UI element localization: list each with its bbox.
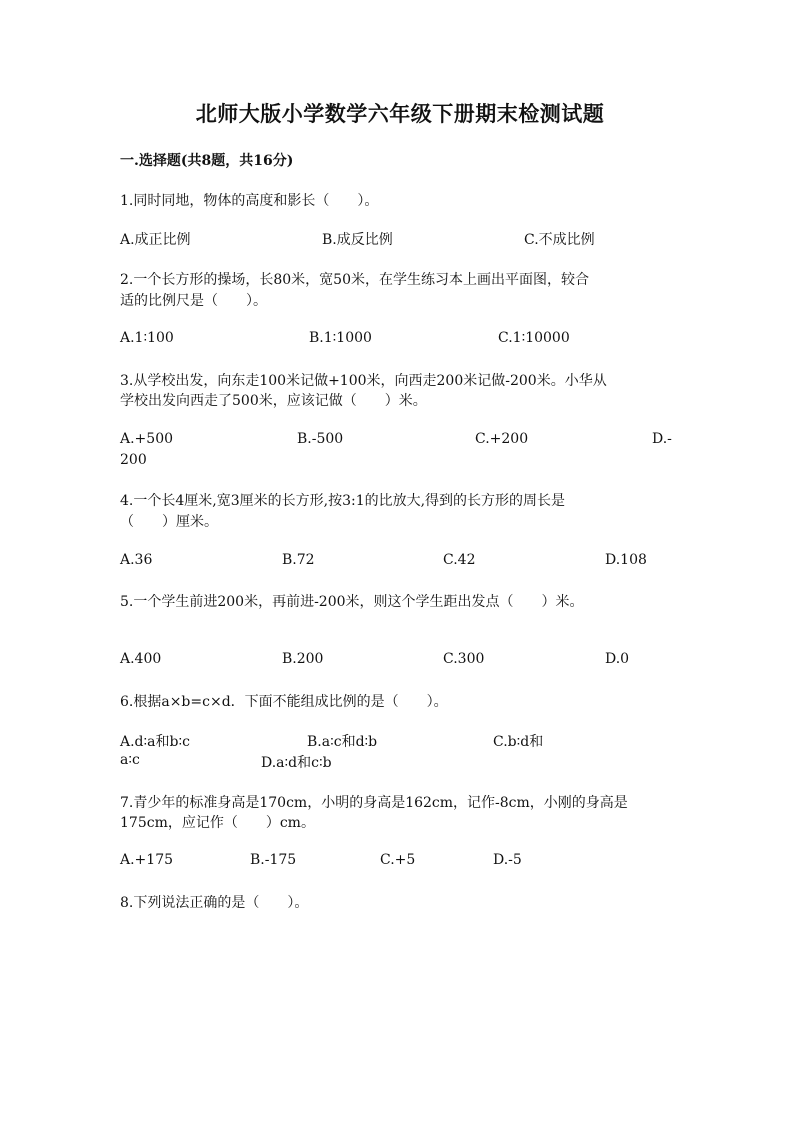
question-3-option-d-wrap: 200 [120, 452, 147, 468]
question-6-option-a: A.d∶a和b∶c [120, 734, 190, 750]
question-4-option-a: A.36 [120, 552, 153, 568]
question-5-option-d: D.0 [605, 651, 630, 667]
section-header: 一.选择题(共8题，共16分) [120, 153, 294, 169]
question-2-option-a: A.1∶100 [120, 330, 174, 346]
question-1-text: 1.同时同地，物体的高度和影长（ ）。 [120, 193, 379, 209]
question-3-option-a: A.+500 [120, 431, 174, 447]
question-7-text-line-1: 7.青少年的标准身高是170cm，小明的身高是162cm，记作-8cm，小刚的身高是 [120, 795, 628, 811]
question-2-option-b: B.1∶1000 [309, 330, 372, 346]
question-1-option-a: A.成正比例 [120, 232, 191, 248]
question-2-text-line-2: 适的比例尺是（ ）。 [120, 293, 267, 309]
question-2-text-line-1: 2.一个长方形的操场，长80米，宽50米，在学生练习本上画出平面图，较合 [120, 272, 589, 288]
question-1-option-b: B.成反比例 [322, 232, 393, 248]
question-2-option-c: C.1∶10000 [498, 330, 570, 346]
question-4-option-c: C.42 [443, 552, 476, 568]
question-5-option-b: B.200 [282, 651, 324, 667]
question-5-option-c: C.300 [443, 651, 485, 667]
question-4-option-d: D.108 [605, 552, 647, 568]
question-4-option-b: B.72 [282, 552, 315, 568]
question-1-option-c: C.不成比例 [524, 232, 595, 248]
question-5-option-a: A.400 [120, 651, 162, 667]
question-6-option-d: D.a∶d和c∶b [261, 755, 332, 771]
question-3-option-c: C.+200 [475, 431, 529, 447]
question-7-option-d: D.-5 [493, 852, 522, 868]
question-8-text: 8.下列说法正确的是（ ）。 [120, 895, 309, 911]
question-3-text-line-1: 3.从学校出发，向东走100米记做+100米，向西走200米记做-200米。小华从 [120, 373, 607, 389]
exam-title: 北师大版小学数学六年级下册期末检测试题 [195, 101, 605, 126]
question-6-option-c: C.b∶d和 [493, 734, 544, 750]
question-6-option-b: B.a∶c和d∶b [307, 734, 378, 750]
question-6-option-c-wrap: a∶c [120, 752, 140, 768]
question-3-text-line-2: 学校出发向西走了500米，应该记做（ ）米。 [120, 393, 427, 409]
question-7-option-c: C.+5 [380, 852, 416, 868]
question-3-option-b: B.-500 [297, 431, 344, 447]
question-6-text: 6.根据a×b=c×d．下面不能组成比例的是（ ）。 [120, 694, 448, 710]
question-5-text: 5.一个学生前进200米，再前进-200米，则这个学生距出发点（ ）米。 [120, 594, 584, 610]
question-3-option-d: D.- [652, 431, 672, 447]
question-7-text-line-2: 175cm，应记作（ ）cm。 [120, 815, 315, 831]
question-4-text-line-1: 4.一个长4厘米,宽3厘米的长方形,按3:1的比放大,得到的长方形的周长是 [120, 493, 566, 509]
question-7-option-a: A.+175 [120, 852, 174, 868]
question-7-option-b: B.-175 [250, 852, 297, 868]
question-4-text-line-2: （ ）厘米。 [120, 514, 218, 530]
